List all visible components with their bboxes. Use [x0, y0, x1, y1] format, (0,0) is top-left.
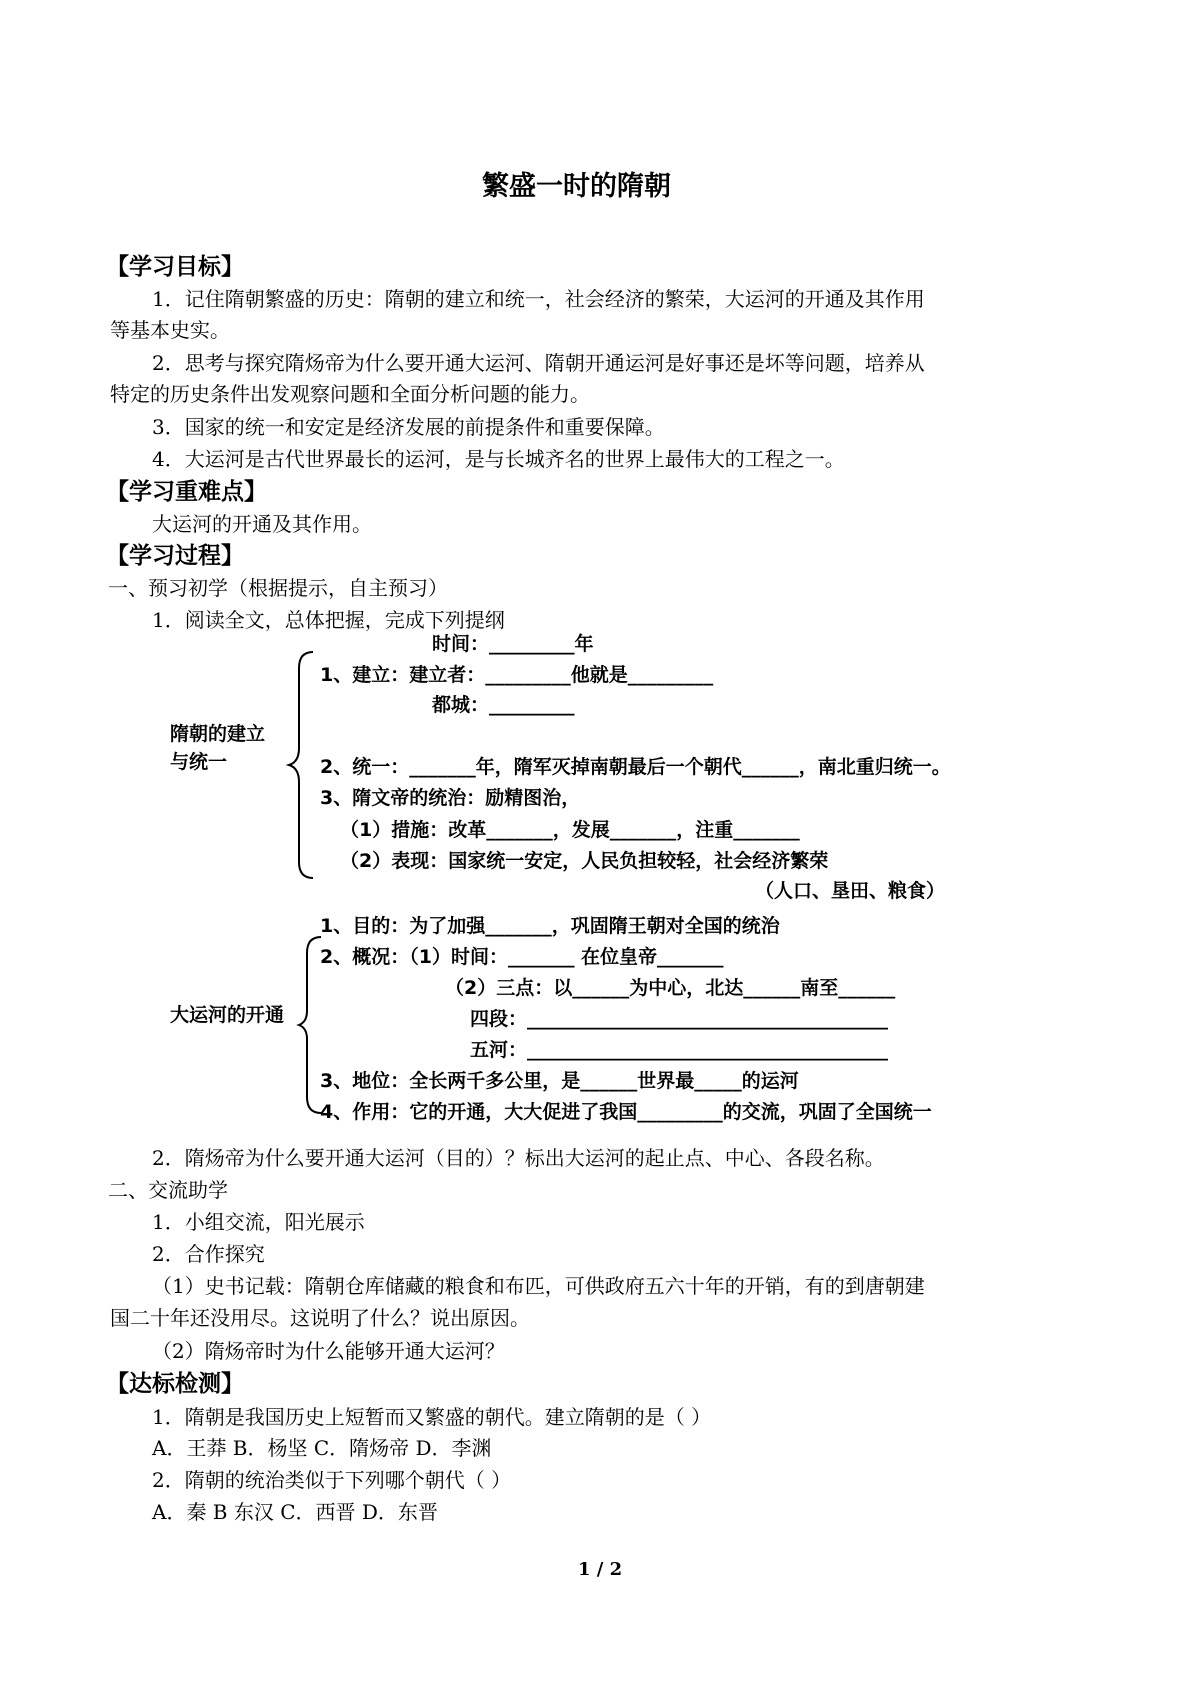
process-item: 2．隋炀帝为什么要开通大运河（目的）？标出大运河的起止点、中心、各段名称。: [152, 1146, 885, 1170]
goal-item: 3．国家的统一和安定是经济发展的前提条件和重要保障。: [152, 415, 665, 439]
section-heading-key-points: 【学习重难点】: [106, 479, 267, 505]
section-heading-goals: 【学习目标】: [106, 254, 244, 280]
outline-line: （1）措施：改革_______，发展_______，注重_______: [340, 819, 800, 841]
outline-line: （2）表现：国家统一安定，人民负担较轻，社会经济繁荣: [340, 850, 829, 872]
test-options: A．王莽 B．杨坚 C．隋炀帝 D．李渊: [152, 1436, 492, 1460]
outline-line: 2、统一：_______年，隋军灭掉南朝最后一个朝代______，南北重归统一。: [320, 756, 951, 778]
outline-brace: [285, 650, 325, 880]
page-number: 1 / 2: [578, 1559, 623, 1580]
outline-line: 1、目的：为了加强_______，巩固隋王朝对全国的统治: [320, 915, 780, 937]
discussion-question: （2）隋炀帝时为什么能够开通大运河？: [152, 1339, 505, 1363]
outline-line: 2、概况：（1）时间：_______ 在位皇帝_______: [320, 946, 724, 968]
process-item: 1．阅读全文，总体把握，完成下列提纲: [152, 608, 505, 632]
test-question: 2．隋朝的统治类似于下列哪个朝代（ ）: [152, 1468, 512, 1492]
page-title: 繁盛一时的隋朝: [482, 171, 671, 202]
outline-label: 隋朝的建立: [170, 723, 266, 745]
goal-item: 4．大运河是古代世界最长的运河，是与长城齐名的世界上最伟大的工程之一。: [152, 447, 845, 471]
part-heading: 一、预习初学（根据提示，自主预习）: [108, 576, 448, 600]
goal-item-continuation: 特定的历史条件出发观察问题和全面分析问题的能力。: [110, 382, 590, 406]
test-question: 1．隋朝是我国历史上短暂而又繁盛的朝代。建立隋朝的是（ ）: [152, 1405, 712, 1429]
goal-item: 2．思考与探究隋炀帝为什么要开通大运河、隋朝开通运河是好事还是坏等问题，培养从: [152, 351, 925, 375]
outline-line: 3、地位：全长两千多公里，是______世界最_____的运河: [320, 1070, 799, 1092]
process-item: 2．合作探究: [152, 1242, 265, 1266]
outline-label: 与统一: [170, 751, 228, 773]
test-options: A．秦 B 东汉 C．西晋 D．东晋: [152, 1500, 438, 1524]
outline-line: 3、隋文帝的统治：励精图治，: [320, 787, 581, 809]
discussion-question: （1）史书记载：隋朝仓库储藏的粮食和布匹，可供政府五六十年的开销，有的到唐朝建: [152, 1274, 925, 1298]
goal-item-continuation: 等基本史实。: [110, 318, 230, 342]
outline-line: 五河：______________________________________: [470, 1039, 889, 1061]
outline-line: 都城：_________: [432, 694, 575, 716]
discussion-question-continuation: 国二十年还没用尽。这说明了什么？说出原因。: [110, 1306, 530, 1330]
section-heading-process: 【学习过程】: [106, 543, 244, 569]
goal-item: 1．记住隋朝繁盛的历史：隋朝的建立和统一，社会经济的繁荣，大运河的开通及其作用: [152, 287, 925, 311]
section-heading-test: 【达标检测】: [106, 1371, 244, 1397]
outline-label: 大运河的开通: [170, 1004, 285, 1026]
outline-line: （2）三点：以______为中心，北达______南至______: [445, 977, 896, 999]
part-heading: 二、交流助学: [108, 1178, 228, 1202]
outline-line: 时间：_________年: [432, 633, 594, 655]
outline-line: 四段：______________________________________: [470, 1008, 889, 1030]
outline-line: （人口、垦田、粮食）: [755, 880, 946, 902]
outline-line: 1、建立：建立者：_________他就是_________: [320, 664, 714, 686]
outline-line: 4、作用：它的开通，大大促进了我国_________的交流，巩固了全国统一: [320, 1101, 932, 1123]
key-points-text: 大运河的开通及其作用。: [152, 512, 372, 536]
process-item: 1．小组交流，阳光展示: [152, 1210, 365, 1234]
